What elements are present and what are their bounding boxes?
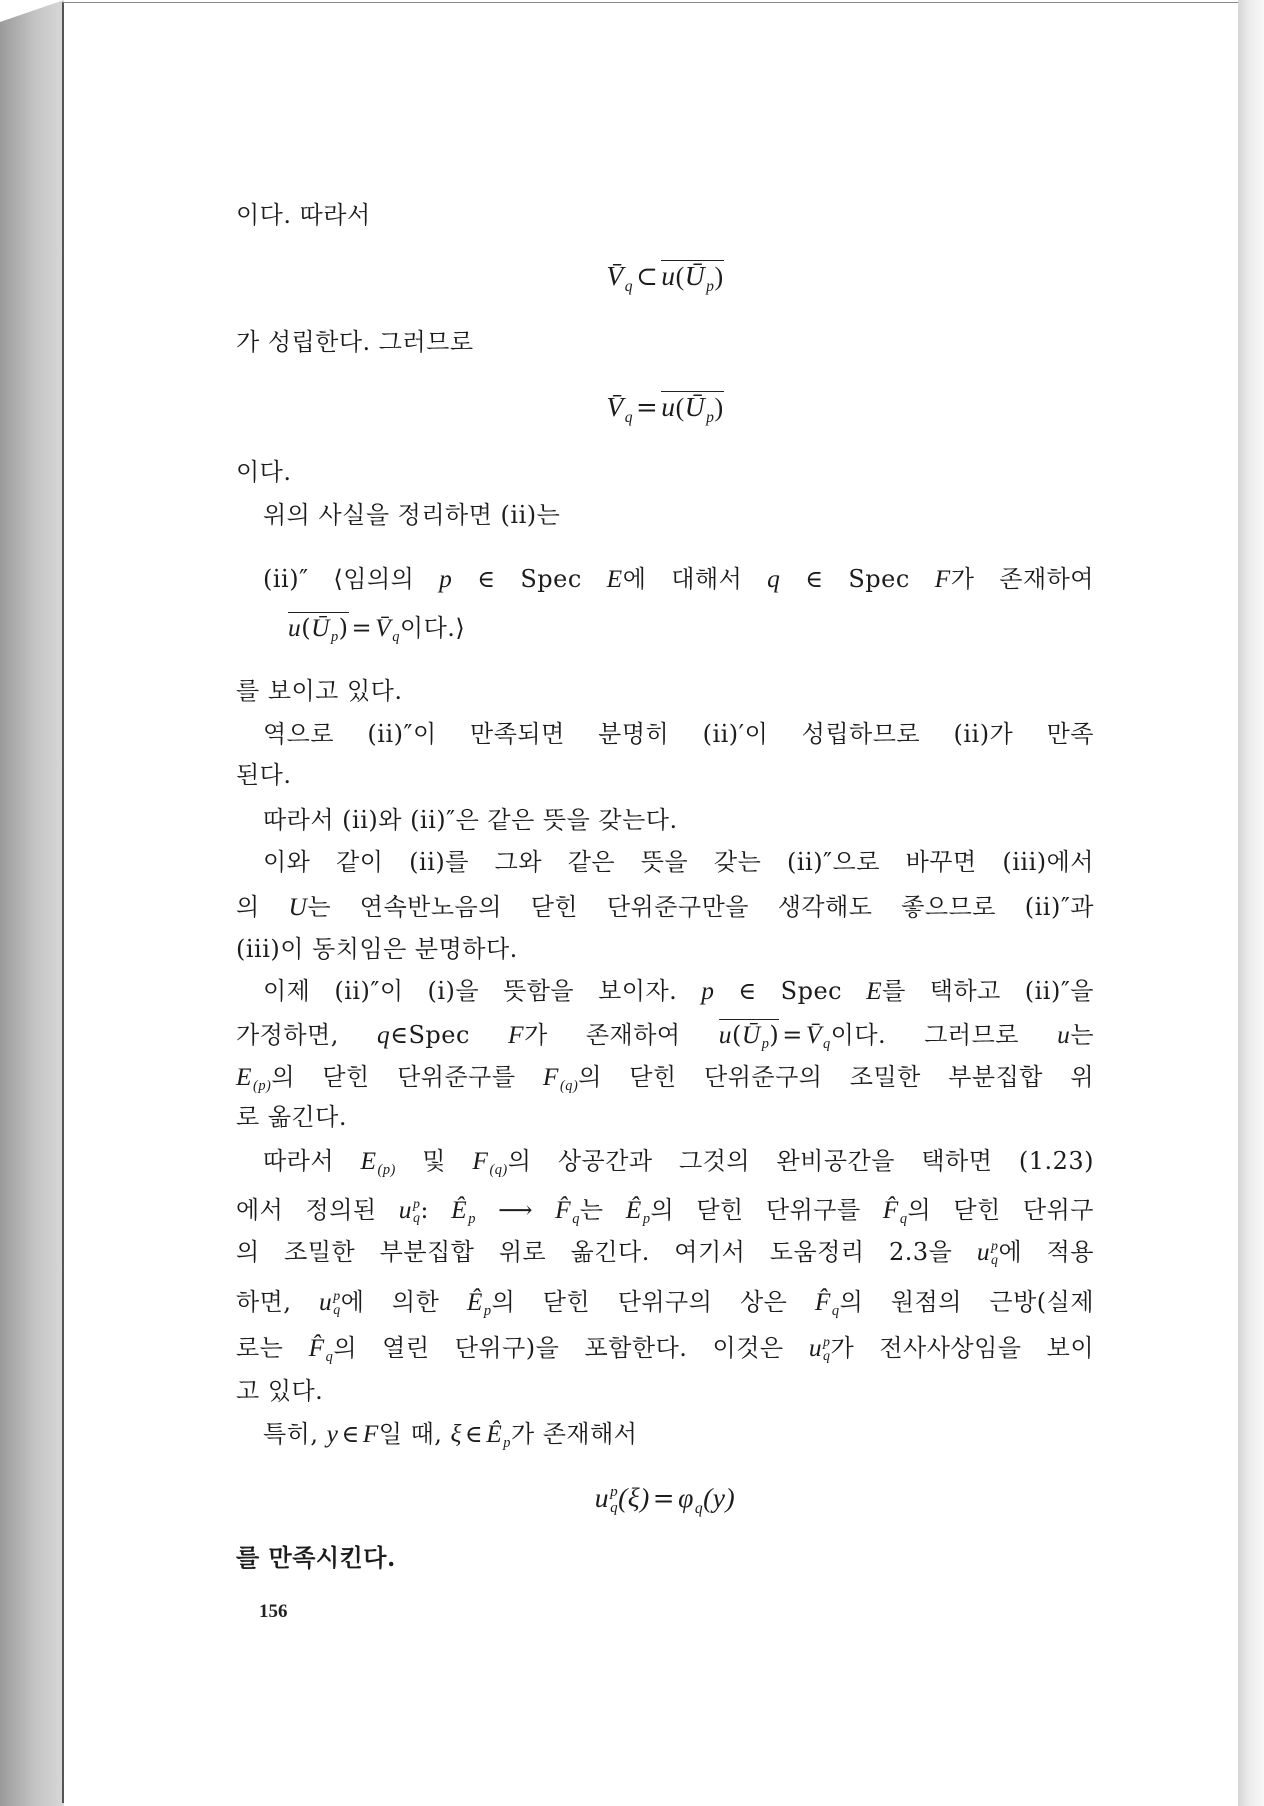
math-variable: ξ bbox=[450, 1419, 462, 1448]
math-variable: E bbox=[866, 976, 883, 1005]
math-variable: Ū bbox=[684, 391, 706, 422]
text-run: 의 닫힌 단위구 bbox=[907, 1196, 1094, 1224]
math-symbol: ) bbox=[714, 262, 724, 291]
text-run: 는 bbox=[1070, 1021, 1095, 1049]
subscript: q bbox=[610, 1499, 619, 1516]
math-operator: = bbox=[351, 614, 373, 642]
text-line bbox=[263, 717, 1094, 751]
math-variable: F bbox=[934, 564, 951, 593]
text-line bbox=[236, 455, 1094, 489]
text-line bbox=[263, 1417, 1094, 1451]
book-edge-left bbox=[0, 0, 64, 1806]
subscript: q bbox=[412, 1211, 421, 1227]
math-argument: (y) bbox=[703, 1482, 736, 1513]
math-variable: E bbox=[360, 1146, 377, 1175]
text-line bbox=[236, 1331, 1094, 1365]
subscript: q bbox=[624, 408, 633, 426]
math-variable: E bbox=[606, 564, 623, 593]
text-run: 에 대해서 bbox=[622, 565, 768, 593]
subscript: q bbox=[624, 277, 633, 295]
subscript: q bbox=[694, 1499, 704, 1517]
text-run: ∈ Spec bbox=[714, 977, 867, 1005]
math-variable: u bbox=[661, 391, 676, 422]
overline-group bbox=[661, 391, 724, 426]
text-run: 이다. bbox=[236, 458, 292, 486]
text-run: 가 존재해서 bbox=[510, 1420, 638, 1448]
text-run: 의 bbox=[236, 893, 289, 921]
math-variable: y bbox=[326, 1419, 339, 1448]
math-variable: u bbox=[1057, 1020, 1071, 1049]
math-variable: Ê bbox=[451, 1195, 468, 1224]
text-run: 위의 사실을 정리하면 (ii)는 bbox=[263, 501, 561, 529]
text-line bbox=[236, 1100, 1094, 1134]
subscript: (q) bbox=[559, 1078, 579, 1095]
text-line bbox=[236, 198, 1094, 232]
subscript: p bbox=[468, 1211, 476, 1228]
math-variable: u bbox=[594, 1482, 610, 1513]
math-variable: F̂ bbox=[882, 1195, 899, 1224]
math-variable: F bbox=[508, 1020, 525, 1049]
math-operator: = bbox=[782, 1021, 803, 1049]
text-run: 로 옮긴다. bbox=[236, 1103, 347, 1131]
subscript: p bbox=[706, 408, 715, 426]
math-variable: Ê bbox=[486, 1419, 503, 1448]
math-symbol: ) bbox=[769, 1021, 780, 1049]
text-line bbox=[236, 325, 1094, 359]
math-argument: (ξ) bbox=[618, 1482, 650, 1513]
text-run: 를 만족시킨다. bbox=[236, 1543, 396, 1572]
text-run: : bbox=[420, 1196, 452, 1224]
text-line bbox=[263, 803, 1094, 837]
subscript: q bbox=[991, 1253, 999, 1269]
text-run: 가 존재하여 bbox=[950, 565, 1094, 593]
math-symbol: ( bbox=[731, 1021, 742, 1049]
math-operator: ∈ bbox=[341, 1420, 360, 1448]
overline-group bbox=[288, 612, 349, 646]
text-line bbox=[236, 674, 1094, 708]
math-symbol: ) bbox=[338, 614, 349, 642]
subscript: p bbox=[330, 629, 339, 646]
math-variable: Ū bbox=[311, 613, 330, 642]
math-variable: V̄ bbox=[606, 391, 624, 422]
text-line bbox=[236, 1235, 1094, 1269]
overline-group bbox=[661, 260, 724, 295]
text-run: 특히, bbox=[263, 1420, 327, 1448]
text-run: 에 의한 bbox=[340, 1288, 467, 1316]
superscript: p bbox=[412, 1196, 421, 1212]
text-line bbox=[263, 1144, 1094, 1178]
math-variable: u bbox=[976, 1237, 991, 1266]
subscript: q bbox=[899, 1211, 908, 1228]
text-run: 를 택하고 (ii)″을 bbox=[882, 977, 1094, 1005]
subscript: q bbox=[572, 1211, 580, 1228]
text-run: 역으로 (ii)″이 만족되면 분명히 (ii)′이 성립하므로 (ii)가 만족 bbox=[263, 720, 1094, 748]
text-run: 된다. bbox=[236, 761, 292, 789]
subscript: q bbox=[333, 1303, 341, 1319]
math-variable: q bbox=[376, 1020, 391, 1049]
math-variable: u bbox=[661, 260, 676, 291]
subscript: p bbox=[483, 1303, 492, 1320]
subscript: p bbox=[706, 277, 715, 295]
text-run: 는 bbox=[579, 1196, 626, 1224]
page-shadow-right bbox=[1238, 0, 1264, 1806]
text-line bbox=[263, 845, 1094, 879]
math-variable: F bbox=[472, 1146, 489, 1175]
math-variable: u bbox=[288, 613, 302, 642]
sup-sub-stack bbox=[333, 1290, 340, 1319]
text-line bbox=[263, 562, 1094, 596]
math-symbol: ( bbox=[675, 393, 685, 422]
text-line bbox=[236, 758, 1094, 792]
subscript: q bbox=[831, 1303, 840, 1320]
math-symbol: ( bbox=[301, 614, 312, 642]
subscript: q bbox=[822, 1036, 831, 1053]
math-operator: = bbox=[652, 1484, 676, 1514]
superscript: p bbox=[610, 1483, 619, 1500]
math-variable: V̄ bbox=[375, 613, 392, 642]
overline-group bbox=[718, 1019, 780, 1053]
text-run: 및 bbox=[395, 1147, 473, 1175]
text-line bbox=[288, 611, 1094, 645]
math-variable: Ū bbox=[741, 1020, 761, 1049]
math-variable: Ū bbox=[684, 260, 706, 291]
text-run: 가 존재하여 bbox=[524, 1021, 719, 1049]
math-variable: Ê bbox=[466, 1287, 483, 1316]
text-line bbox=[236, 890, 1094, 924]
text-run: 의 닫힌 단위구를 bbox=[650, 1196, 883, 1224]
text-run: 고 있다. bbox=[236, 1377, 324, 1405]
text-run: 의 닫힌 단위준구의 조밀한 부분집합 위 bbox=[578, 1063, 1095, 1091]
text-run: (ii)″ ⟨임의의 bbox=[263, 565, 440, 593]
text-run: 가정하면, bbox=[236, 1021, 377, 1049]
math-variable: F̂ bbox=[814, 1287, 831, 1316]
text-run: 가 전사사상임을 보이 bbox=[830, 1334, 1095, 1362]
text-run: 로는 bbox=[236, 1334, 309, 1362]
math-variable: u bbox=[319, 1287, 333, 1316]
text-run: 에서 정의된 bbox=[236, 1196, 399, 1224]
math-variable: F̂ bbox=[555, 1195, 572, 1224]
math-variable: q bbox=[767, 564, 781, 593]
text-line bbox=[236, 1541, 1094, 1575]
math-variable: V̄ bbox=[805, 1020, 822, 1049]
text-run: 따라서 (ii)와 (ii)″은 같은 뜻을 갖는다. bbox=[263, 806, 678, 834]
text-line bbox=[236, 1018, 1094, 1052]
subscript: (p) bbox=[253, 1078, 272, 1095]
math-symbol: ) bbox=[714, 393, 724, 422]
subscript: (p) bbox=[377, 1162, 396, 1179]
text-run: ∈ Spec bbox=[780, 565, 935, 593]
subscript: q bbox=[392, 629, 400, 646]
text-run: 따라서 bbox=[263, 1147, 361, 1175]
subscript: p bbox=[503, 1435, 511, 1452]
text-run: 일 때, bbox=[378, 1420, 451, 1448]
subscript: (q) bbox=[489, 1162, 508, 1179]
text-line bbox=[263, 974, 1094, 1008]
text-run: 의 원점의 근방(실제 bbox=[839, 1288, 1095, 1316]
arrow-symbol: ⟶ bbox=[475, 1196, 556, 1224]
text-run: 의 조밀한 부분집합 위로 옮긴다. 여기서 도움정리 2.3을 bbox=[236, 1238, 977, 1266]
subscript: p bbox=[642, 1211, 651, 1228]
text-line bbox=[236, 1285, 1094, 1319]
text-run: 이다. 그러므로 bbox=[830, 1021, 1058, 1049]
math-operator: ⊂ bbox=[636, 262, 659, 292]
math-symbol: ( bbox=[675, 262, 685, 291]
superscript: p bbox=[991, 1238, 999, 1254]
text-run: 이와 같이 (ii)를 그와 같은 뜻을 갖는 (ii)″으로 바꾸면 (iii)에서 bbox=[263, 848, 1094, 876]
text-line bbox=[236, 932, 1094, 966]
text-line bbox=[263, 498, 1094, 532]
text-run: 이제 (ii)″이 (i)을 뜻함을 보이자. bbox=[263, 977, 702, 1005]
text-run: 의 열린 단위구)을 포함한다. 이것은 bbox=[333, 1334, 809, 1362]
page-number: 156 bbox=[259, 1601, 288, 1622]
math-variable: V̄ bbox=[606, 260, 624, 291]
math-operator: = bbox=[636, 393, 659, 423]
subscript: q bbox=[325, 1349, 334, 1366]
math-variable: F̂ bbox=[308, 1333, 325, 1362]
text-run: 를 보이고 있다. bbox=[236, 677, 403, 705]
text-run: 하면, bbox=[236, 1288, 320, 1316]
text-run: 이다.⟩ bbox=[399, 614, 466, 642]
math-variable: u bbox=[808, 1333, 823, 1362]
math-variable: Ê bbox=[625, 1195, 642, 1224]
superscript: p bbox=[333, 1288, 341, 1304]
superscript: p bbox=[823, 1334, 831, 1350]
math-variable: φ bbox=[678, 1482, 694, 1513]
display-formula bbox=[236, 259, 1094, 293]
math-variable: F bbox=[542, 1062, 559, 1091]
math-variable: U bbox=[288, 892, 308, 921]
math-variable: F bbox=[362, 1419, 379, 1448]
math-variable: p bbox=[439, 564, 453, 593]
subscript: q bbox=[823, 1349, 831, 1365]
text-run: ∈ Spec bbox=[452, 565, 607, 593]
text-line bbox=[236, 1193, 1094, 1227]
math-operator: ∈ bbox=[464, 1420, 484, 1448]
math-variable: u bbox=[718, 1020, 732, 1049]
math-variable: E bbox=[236, 1062, 253, 1091]
subscript: p bbox=[761, 1036, 770, 1053]
display-formula bbox=[236, 390, 1094, 424]
text-line bbox=[236, 1060, 1094, 1094]
display-formula bbox=[236, 1481, 1094, 1515]
text-run: ∈Spec bbox=[390, 1021, 509, 1049]
math-variable: u bbox=[398, 1195, 412, 1224]
text-run: 의 닫힌 단위준구를 bbox=[271, 1063, 543, 1091]
text-run: 에 적용 bbox=[998, 1238, 1094, 1266]
text-run: 가 성립한다. 그러므로 bbox=[236, 328, 474, 356]
text-run: 의 상공간과 그것의 완비공간을 택하면 (1.23) bbox=[507, 1147, 1094, 1175]
text-line bbox=[236, 1374, 1094, 1408]
text-run: (iii)이 동치임은 분명하다. bbox=[236, 935, 518, 963]
text-run: 의 닫힌 단위구의 상은 bbox=[491, 1288, 815, 1316]
sup-sub-stack bbox=[610, 1485, 618, 1517]
text-run: 이다. 따라서 bbox=[236, 201, 371, 229]
math-variable: p bbox=[701, 976, 715, 1005]
text-run: 는 연속반노음의 닫힌 단위준구만을 생각해도 좋으므로 (ii)″과 bbox=[307, 893, 1094, 921]
